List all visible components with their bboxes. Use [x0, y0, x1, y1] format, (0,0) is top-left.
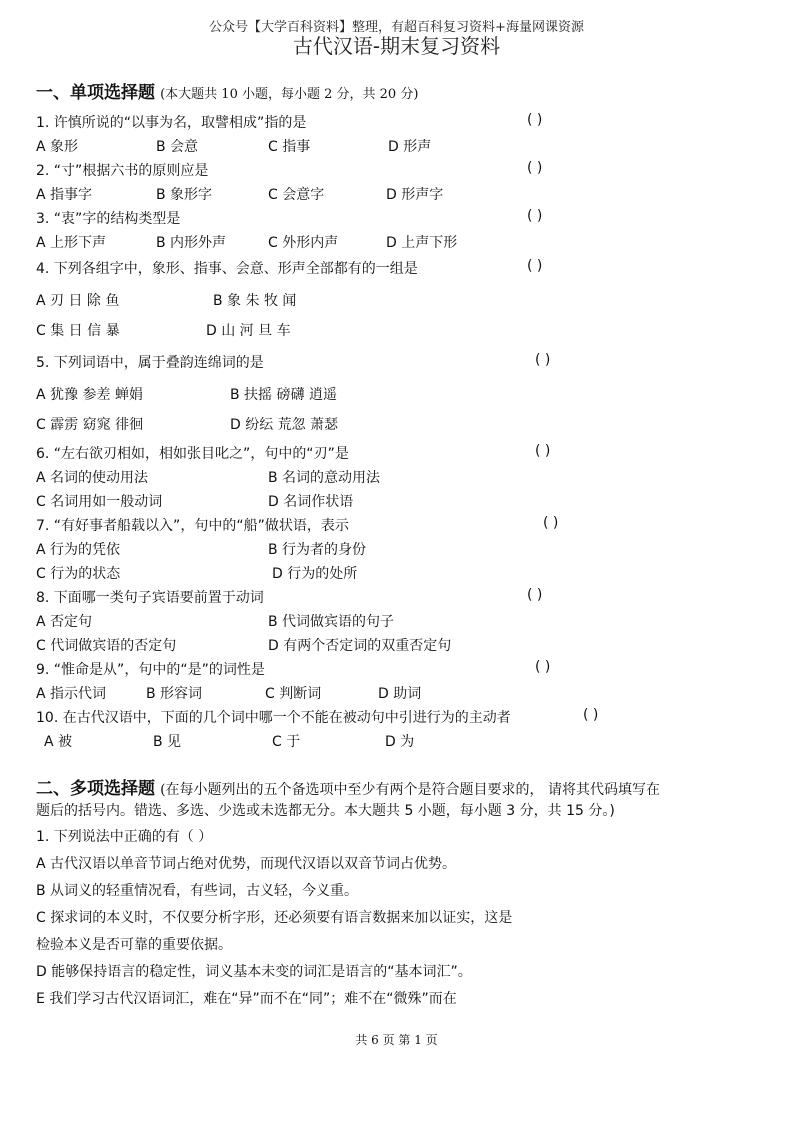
answer-blank-2: ( )	[527, 160, 543, 176]
q3-option-a: A 上形下声	[36, 235, 107, 251]
q7-option-a: A 行为的凭依	[36, 542, 121, 558]
q4-option-b: B 象 朱 牧 闻	[213, 293, 297, 309]
question-4-stem: 4. 下列各组字中，象形、指事、会意、形声全部都有的一组是	[36, 261, 418, 277]
header-note: 公众号【大学百科资料】整理，有超百科复习资料+海量网课资源	[209, 20, 584, 35]
q7-option-d: D 行为的处所	[272, 566, 358, 582]
q9-option-c: C 判断词	[265, 686, 322, 702]
section1-heading	[36, 78, 418, 103]
section2-note-line1: (在每小题列出的五个备选项中至少有两个是符合题目要求的， 请将其代码填写在	[160, 782, 661, 798]
section2-title: 二、多项选择题	[36, 779, 155, 799]
q9-option-d: D 助词	[378, 686, 422, 702]
q9-option-b: B 形容词	[146, 686, 203, 702]
question-6-stem: 6. “左右欲刃相如，相如张目叱之”，句中的“刃”是	[36, 446, 349, 462]
q5-option-c: C 霹雳 窈窕 徘徊	[36, 417, 144, 433]
q3-option-b: B 内形外声	[156, 235, 227, 251]
question-1-stem: 1. 许慎所说的“以事为名，取譬相成”指的是	[36, 115, 307, 131]
q5-option-a: A 犹豫 参差 蝉娟	[36, 387, 143, 403]
s2q1-option-e: E 我们学习古代汉语词汇，难在“异”而不在“同”；难不在“微殊”而在	[36, 991, 457, 1007]
q7-option-b: B 行为者的身份	[268, 542, 367, 558]
q5-option-b: B 扶摇 磅礴 逍遥	[230, 387, 337, 403]
answer-blank-9: ( )	[535, 659, 551, 675]
q1-option-a: A 象形	[36, 139, 79, 155]
q4-option-a: A 刃 日 除 鱼	[36, 293, 120, 309]
question-5-stem: 5. 下列词语中，属于叠韵连绵词的是	[36, 355, 264, 371]
answer-blank-3: ( )	[527, 208, 543, 224]
section2-question-1-stem: 1. 下列说法中正确的有（ ）	[36, 829, 213, 845]
answer-blank-6: ( )	[535, 443, 551, 459]
s2q1-option-b: B 从词义的轻重情况看，有些词，古义轻，今义重。	[36, 883, 359, 899]
q10-option-b: B 见	[153, 734, 182, 750]
answer-blank-1: ( )	[527, 112, 543, 128]
q3-option-d: D 上声下形	[386, 235, 458, 251]
question-8-stem: 8. 下面哪一类句子宾语要前置于动词	[36, 590, 264, 606]
q8-option-c: C 代词做宾语的否定句	[36, 638, 177, 654]
answer-blank-7: ( )	[543, 515, 559, 531]
document-title: 古代汉语-期末复习资料	[292, 34, 501, 58]
q6-option-a: A 名词的使动用法	[36, 470, 149, 486]
q10-option-c: C 于	[272, 734, 301, 750]
s2q1-option-a: A 古代汉语以单音节词占绝对优势，而现代汉语以双音节词占优势。	[36, 856, 457, 872]
q1-option-d: D 形声	[388, 139, 432, 155]
answer-blank-5: ( )	[535, 352, 551, 368]
answer-blank-10: ( )	[583, 707, 599, 723]
answer-blank-4: ( )	[527, 258, 543, 274]
q1-option-c: C 指事	[268, 139, 311, 155]
page-number: 共 6 页 第 1 页	[355, 1033, 438, 1047]
question-3-stem: 3. “衷”字的结构类型是	[36, 211, 181, 227]
q10-option-d: D 为	[385, 734, 415, 750]
q6-option-b: B 名词的意动用法	[268, 470, 381, 486]
q2-option-b: B 象形字	[156, 187, 213, 203]
q2-option-c: C 会意字	[268, 187, 325, 203]
s2q1-option-c: C 探求词的本义时，不仅要分析字形，还必须要有语言数据来加以证实，这是	[36, 910, 513, 926]
question-7-stem: 7. “有好事者船载以入”，句中的“船”做状语，表示	[36, 518, 349, 534]
s2q1-option-c-continued: 检验本义是否可靠的重要依据。	[36, 937, 232, 953]
q2-option-d: D 形声字	[386, 187, 444, 203]
answer-blank-8: ( )	[527, 587, 543, 603]
section1-title: 一、单项选择题	[36, 83, 155, 103]
section1-note: (本大题共 10 小题，每小题 2 分，共 20 分)	[160, 87, 419, 102]
q9-option-a: A 指示代词	[36, 686, 107, 702]
q10-option-a: A 被	[44, 734, 73, 750]
q8-option-b: B 代词做宾语的句子	[268, 614, 395, 630]
q8-option-a: A 否定句	[36, 614, 93, 630]
section2-heading	[36, 774, 660, 799]
q4-option-d: D 山 河 旦 车	[206, 323, 291, 339]
q5-option-d: D 纷纭 荒忽 萧瑟	[230, 417, 339, 433]
q6-option-d: D 名词作状语	[268, 494, 354, 510]
q3-option-c: C 外形内声	[268, 235, 339, 251]
q4-option-c: C 集 日 信 暴	[36, 323, 120, 339]
q7-option-c: C 行为的状态	[36, 566, 121, 582]
q1-option-b: B 会意	[156, 139, 199, 155]
s2q1-option-d: D 能够保持语言的稳定性，词义基本未变的词汇是语言的“基本词汇”。	[36, 964, 472, 980]
q8-option-d: D 有两个否定词的双重否定句	[268, 638, 452, 654]
question-9-stem: 9. “惟命是从”，句中的“是”的词性是	[36, 662, 265, 678]
q2-option-a: A 指事字	[36, 187, 93, 203]
section2-note-line2: 题后的括号内。错选、多选、少选或未选都无分。本大题共 5 小题，每小题 3 分，共 15 分。)	[36, 803, 615, 819]
question-2-stem: 2. “寸”根据六书的原则应是	[36, 163, 209, 179]
q6-option-c: C 名词用如一般动词	[36, 494, 163, 510]
question-10-stem: 10. 在古代汉语中，下面的几个词中哪一个不能在被动句中引进行为的主动者	[36, 710, 511, 726]
